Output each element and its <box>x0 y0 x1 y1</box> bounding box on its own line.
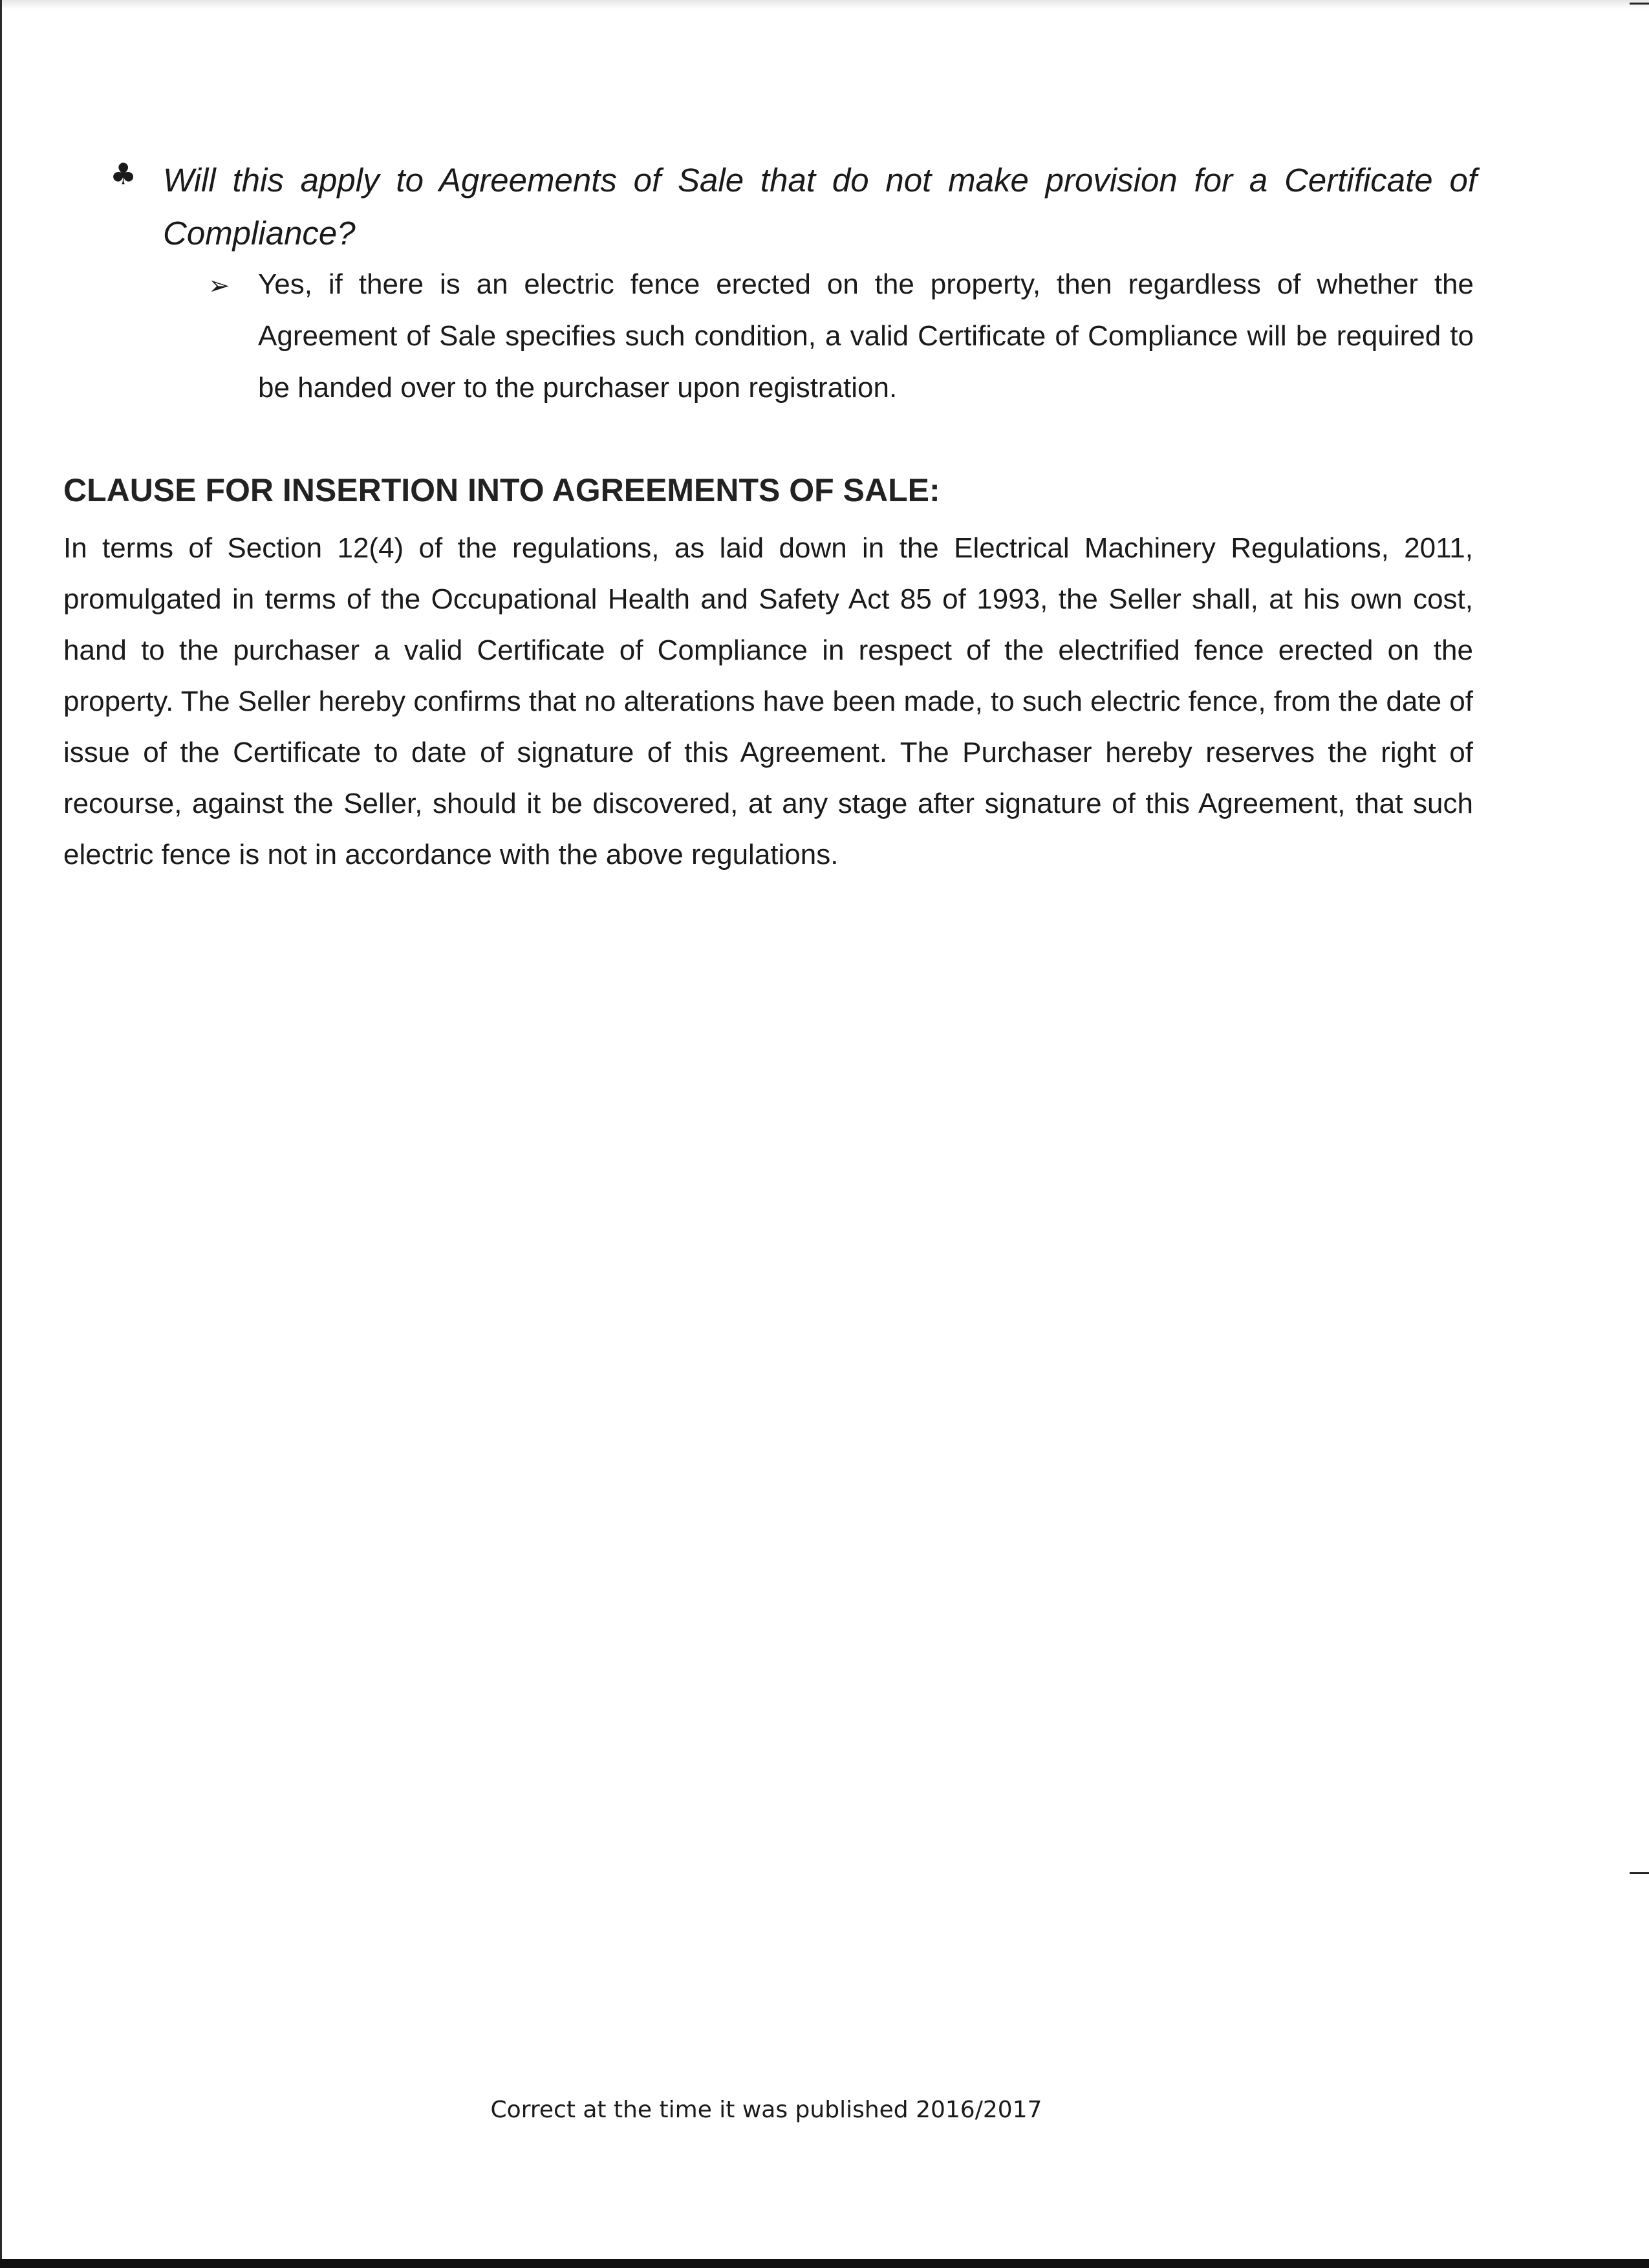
answer-text: Yes, if there is an electric fence erected on the property, then regardless of whether the Agreement of Sale specifies such condition, a valid Certificate of Compliance will be required to be handed over to the purchaser upon registration. <box>258 268 1474 404</box>
question-text: Will this apply to Agreements of Sale that do not make provision for a Certificate of Compliance? <box>163 162 1477 252</box>
clause-body: In terms of Section 12(4) of the regulations, as laid down in the Electrical Machinery Regulations, 2011, promulgated in terms of the Occupational Health and Safety Act 85 of 1993, the Seller shall, at his own cost, hand to the purchaser a valid Certificate of Compliance in respect of the electrified fence erected on the property. The Seller hereby confirms that no alterations have been made, to such electric fence, from the date of issue of the Certificate to date of signature of this Agreement. The Purchaser hereby reserves the right of recourse, against the Seller, should it be discovered, at any stage after signature of this Agreement, that such electric fence is not in accordance with the above regulations. <box>63 532 1473 870</box>
scan-bottom-edge <box>0 2259 1649 2268</box>
arrowhead-bullet-icon: ➢ <box>208 271 230 301</box>
scan-top-shadow <box>0 0 1649 9</box>
club-suit-icon: ♣ <box>110 157 137 191</box>
scan-right-mark-top <box>1630 3 1649 5</box>
scan-left-edge <box>0 0 2 2268</box>
footer-note: Correct at the time it was published 2016/2017 <box>490 2097 1042 2123</box>
scan-right-mark-bottom <box>1630 1872 1649 1874</box>
clause-heading: CLAUSE FOR INSERTION INTO AGREEMENTS OF SALE: <box>63 472 940 508</box>
